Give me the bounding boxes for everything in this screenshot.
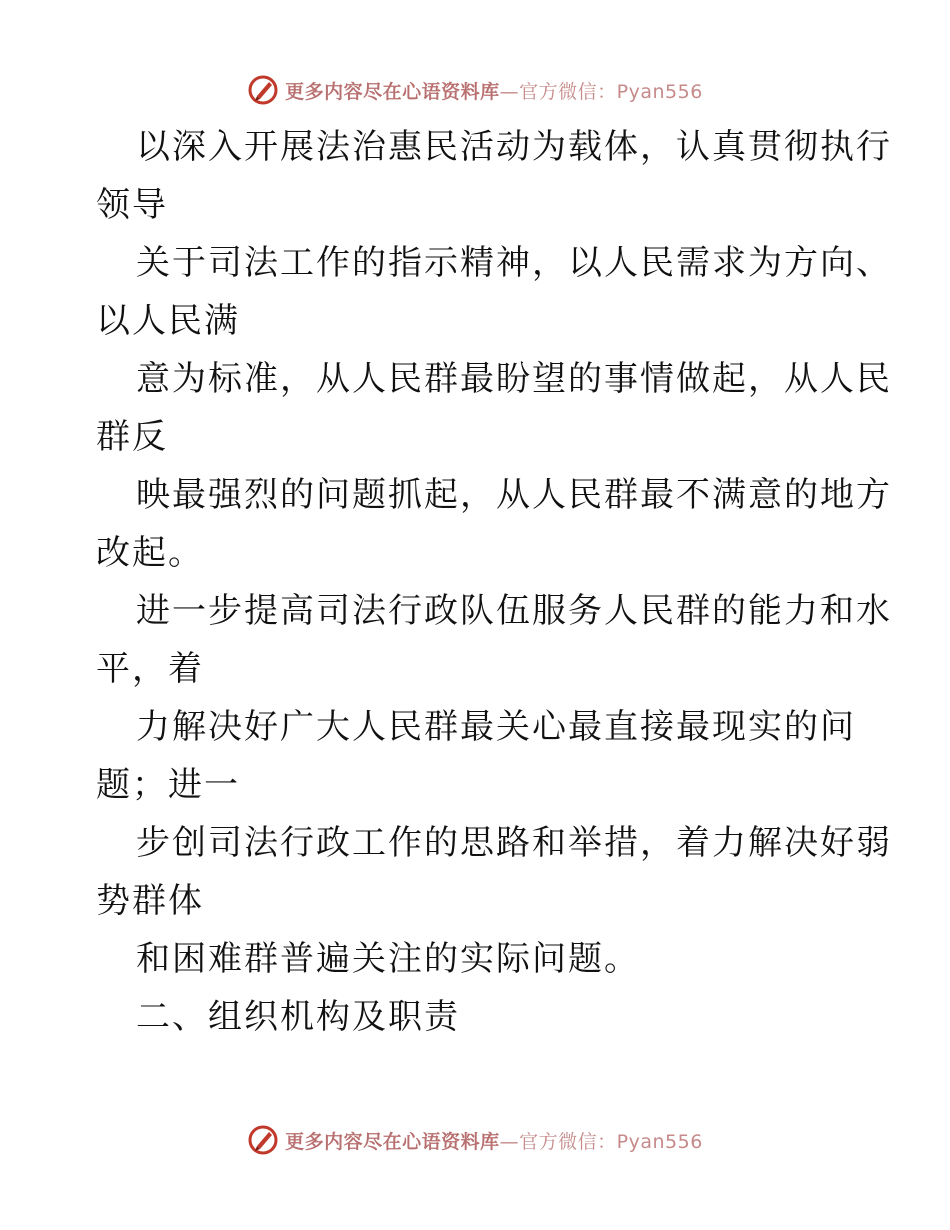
- paragraph-line-2: 以人民满: [96, 301, 240, 341]
- paragraph: [96, 698, 856, 814]
- section-heading-text: 二、组织机构及职责: [136, 997, 460, 1037]
- pen-logo-icon: [247, 1124, 279, 1156]
- paragraph-line-1: 意为标准，从人民群最盼望的事情做起，从人民: [136, 359, 892, 399]
- footer-banner-sub: —官方微信：Pyan556: [499, 1130, 703, 1153]
- paragraph: [96, 582, 892, 698]
- paragraph-line-1: 以深入开展法治惠民活动为载体，认真贯彻执行: [136, 127, 892, 167]
- paragraph-line-2: 势群体: [96, 881, 204, 921]
- footer-banner-text: [285, 1127, 703, 1154]
- paragraph-line-2: 题；进一: [96, 765, 240, 805]
- section-heading: [96, 988, 856, 1046]
- paragraph-line-2: 平，着: [96, 649, 204, 689]
- paragraph: [96, 118, 892, 234]
- paragraph: [96, 930, 856, 988]
- footer-banner: [0, 1120, 950, 1160]
- paragraph: [96, 466, 892, 582]
- paragraph-line-2: 群反: [96, 417, 168, 457]
- paragraph-line-1: 和困难群普遍关注的实际问题。: [136, 939, 640, 979]
- footer-banner-main: 更多内容尽在心语资料库: [285, 1130, 500, 1153]
- header-banner-sub: —官方微信：Pyan556: [499, 80, 703, 103]
- paragraph-line-1: 力解决好广大人民群最关心最直接最现实的问: [136, 707, 856, 747]
- paragraph: [96, 350, 892, 466]
- paragraph-line-1: 关于司法工作的指示精神，以人民需求为方向、: [136, 243, 892, 283]
- paragraph-line-2: 改起。: [96, 533, 204, 573]
- paragraph: [96, 814, 892, 930]
- header-banner-text: [285, 77, 703, 104]
- paragraph-line-1: 步创司法行政工作的思路和举措，着力解决好弱: [136, 823, 892, 863]
- document-body: [96, 118, 892, 1046]
- paragraph-line-1: 进一步提高司法行政队伍服务人民群的能力和水: [136, 591, 892, 631]
- header-banner-main: 更多内容尽在心语资料库: [285, 80, 500, 103]
- header-banner: [0, 70, 950, 110]
- paragraph: [96, 234, 892, 350]
- paragraph-line-1: 映最强烈的问题抓起，从人民群最不满意的地方: [136, 475, 892, 515]
- paragraph-line-2: 领导: [96, 185, 168, 225]
- pen-logo-icon: [247, 74, 279, 106]
